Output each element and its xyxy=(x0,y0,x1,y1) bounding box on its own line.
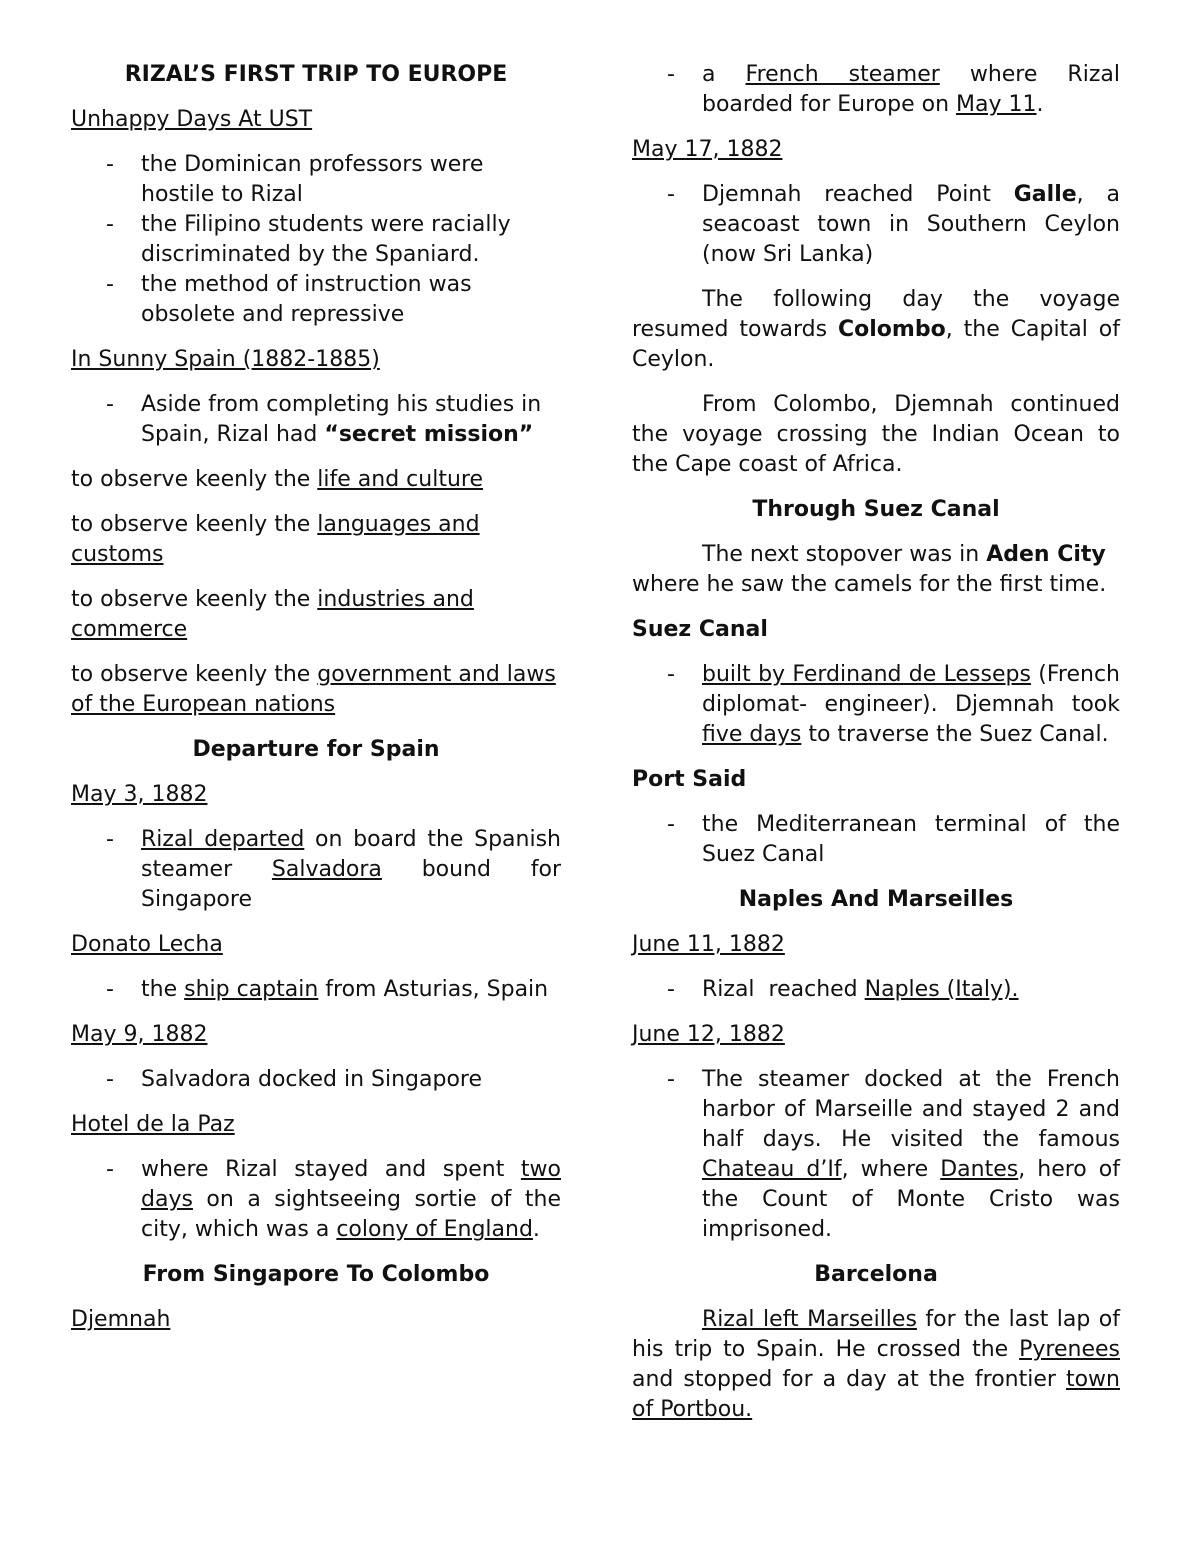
text-run: Rizal reached xyxy=(702,977,865,1002)
two-days: two days xyxy=(141,1157,561,1212)
galle: Galle xyxy=(1013,182,1077,207)
lesseps: built by Ferdinand de Lesseps xyxy=(702,662,1031,687)
text-run: . xyxy=(532,1217,540,1242)
ship-name: Djemnah xyxy=(71,1307,171,1332)
observe-prefix: to observe keenly the xyxy=(71,662,318,687)
ship-captain: ship captain xyxy=(184,977,319,1002)
list-item xyxy=(632,975,1120,1005)
ust-list xyxy=(71,150,561,330)
colombo: Colombo xyxy=(837,317,946,342)
right-column xyxy=(632,60,1120,1440)
salvadora: Salvadora xyxy=(271,857,382,882)
text-run: on a sightseeing sortie of the city, which was a xyxy=(141,1187,561,1242)
text-run: to traverse the Suez Canal. xyxy=(801,722,1109,747)
text-run: where he saw the camels for the first time. xyxy=(632,572,1107,597)
list-item xyxy=(71,1155,561,1245)
text-run: where Rizal boarded for Europe on xyxy=(702,62,1120,117)
observe-topic: government and laws of the European nations xyxy=(71,662,556,717)
naples: Naples (Italy). xyxy=(864,977,1019,1002)
june-12-list xyxy=(632,1065,1120,1245)
text-run: The next stopover was in xyxy=(702,542,987,567)
name-text: Hotel de la Paz xyxy=(71,1112,235,1137)
name-text: Donato Lecha xyxy=(71,932,223,957)
heading-singapore-colombo: From Singapore To Colombo xyxy=(142,1262,490,1287)
text-run: , a seacoast town in Southern Ceylon (now Sri Lanka) xyxy=(702,182,1121,267)
left-column xyxy=(71,60,561,1350)
may-3-list xyxy=(71,825,561,915)
observe-line-3 xyxy=(71,585,561,645)
rizal-left-marseilles: Rizal left Marseilles xyxy=(702,1307,917,1332)
observe-line-1 xyxy=(71,465,561,495)
heading-unhappy-days-text: Unhappy Days At UST xyxy=(71,107,313,132)
secret-mission: “secret mission” xyxy=(324,422,534,447)
list-item xyxy=(71,975,561,1005)
observe-prefix: to observe keenly the xyxy=(71,467,318,492)
suez-list xyxy=(632,660,1120,750)
text-run: a xyxy=(702,62,746,87)
subheading-port-said: Port Said xyxy=(632,767,747,792)
list-item: - Salvadora docked in Singapore xyxy=(71,1065,561,1095)
date-text: May 17, 1882 xyxy=(632,137,783,162)
date-may-17 xyxy=(632,135,1120,165)
observe-topic: life and culture xyxy=(317,467,483,492)
text-run: for the last lap of his trip to Spain. He crossed the xyxy=(632,1307,1120,1362)
text-run: , hero of the Count of Monte Cristo was imprisoned. xyxy=(702,1157,1120,1242)
heading-sunny-spain-text: In Sunny Spain (1882-1885) xyxy=(71,347,380,372)
text-run: on board the Spanish steamer xyxy=(141,827,561,882)
observe-topic: languages and customs xyxy=(71,512,480,567)
heading-barcelona: Barcelona xyxy=(814,1262,938,1287)
text-run: bound for Singapore xyxy=(141,857,562,912)
observe-line-2 xyxy=(71,510,561,570)
colony-of-england: colony of England xyxy=(336,1217,533,1242)
text-run: Djemnah reached Point xyxy=(702,182,1014,207)
date-text: May 3, 1882 xyxy=(71,782,208,807)
date-text: June 11, 1882 xyxy=(632,932,785,957)
rizal-departed: Rizal departed xyxy=(141,827,305,852)
text-run: where Rizal stayed and spent xyxy=(141,1157,521,1182)
pyrenees: Pyrenees xyxy=(1019,1337,1120,1362)
ship-djemnah xyxy=(71,1305,561,1335)
heading-naples-marseilles: Naples And Marseilles xyxy=(738,887,1014,912)
list-item xyxy=(632,660,1120,750)
list-item: - the method of instruction was obsolete and repressive xyxy=(71,270,561,330)
aden-city: Aden City xyxy=(986,542,1106,567)
chateau-dif: Chateau d’If xyxy=(702,1157,842,1182)
may-11: May 11 xyxy=(956,92,1037,117)
text-run: . xyxy=(1036,92,1044,117)
text-run: , where xyxy=(841,1157,941,1182)
paragraph-from-colombo: From Colombo, Djemnah continued the voyage crossing the Indian Ocean to the Cape coast of Africa. xyxy=(632,392,1120,477)
text-run: from Asturias, Spain xyxy=(318,977,549,1002)
list-item xyxy=(632,180,1120,270)
text-run: , the Capital of Ceylon. xyxy=(632,317,1120,372)
donato-list xyxy=(71,975,561,1005)
list-item: - the Mediterranean terminal of the Suez Canal xyxy=(632,810,1120,870)
may-9-list xyxy=(71,1065,561,1095)
date-june-12 xyxy=(632,1020,1120,1050)
date-may-3 xyxy=(71,780,561,810)
djemnah-list xyxy=(632,60,1120,120)
text-run: the xyxy=(141,977,185,1002)
spain-list xyxy=(71,390,561,450)
text-run: The steamer docked at the French harbor of Marseille and stayed 2 and half days. He visited the famous xyxy=(702,1067,1120,1152)
list-item xyxy=(71,390,561,450)
date-may-9 xyxy=(71,1020,561,1050)
heading-suez: Through Suez Canal xyxy=(752,497,1000,522)
hotel-list xyxy=(71,1155,561,1245)
date-text: May 9, 1882 xyxy=(71,1022,208,1047)
mission-text: Aside from completing his studies in Spain, Rizal had xyxy=(141,392,542,447)
list-item: - the Dominican professors were hostile to Rizal xyxy=(71,150,561,210)
list-item xyxy=(632,1065,1120,1245)
list-item xyxy=(632,60,1120,120)
subheading-suez-canal: Suez Canal xyxy=(632,617,768,642)
french-steamer: French steamer xyxy=(745,62,940,87)
paragraph-barcelona xyxy=(632,1305,1120,1425)
text-run: and stopped for a day at the frontier xyxy=(632,1367,1066,1392)
heading-sunny-spain xyxy=(71,345,561,375)
observe-line-4 xyxy=(71,660,561,720)
name-donato-lecha xyxy=(71,930,561,960)
may-17-list xyxy=(632,180,1120,270)
portbou: town of Portbou. xyxy=(632,1367,1120,1422)
port-said-list xyxy=(632,810,1120,870)
five-days: five days xyxy=(702,722,802,747)
dantes: Dantes xyxy=(940,1157,1019,1182)
date-text: June 12, 1882 xyxy=(632,1022,785,1047)
text-run: The following day the voyage resumed towards xyxy=(632,287,1120,342)
observe-topic: industries and commerce xyxy=(71,587,474,642)
date-june-11 xyxy=(632,930,1120,960)
heading-departure: Departure for Spain xyxy=(192,737,440,762)
june-11-list xyxy=(632,975,1120,1005)
paragraph-following-day xyxy=(632,285,1120,375)
list-item: - the Filipino students were racially discriminated by the Spaniard. xyxy=(71,210,561,270)
document-title: RIZAL’S FIRST TRIP TO EUROPE xyxy=(124,62,508,87)
observe-prefix: to observe keenly the xyxy=(71,587,318,612)
text-run: (French diplomat- engineer). Djemnah took xyxy=(702,662,1120,717)
heading-unhappy-days xyxy=(71,105,561,135)
list-item xyxy=(71,825,561,915)
paragraph-aden xyxy=(632,540,1120,600)
observe-prefix: to observe keenly the xyxy=(71,512,318,537)
name-hotel xyxy=(71,1110,561,1140)
